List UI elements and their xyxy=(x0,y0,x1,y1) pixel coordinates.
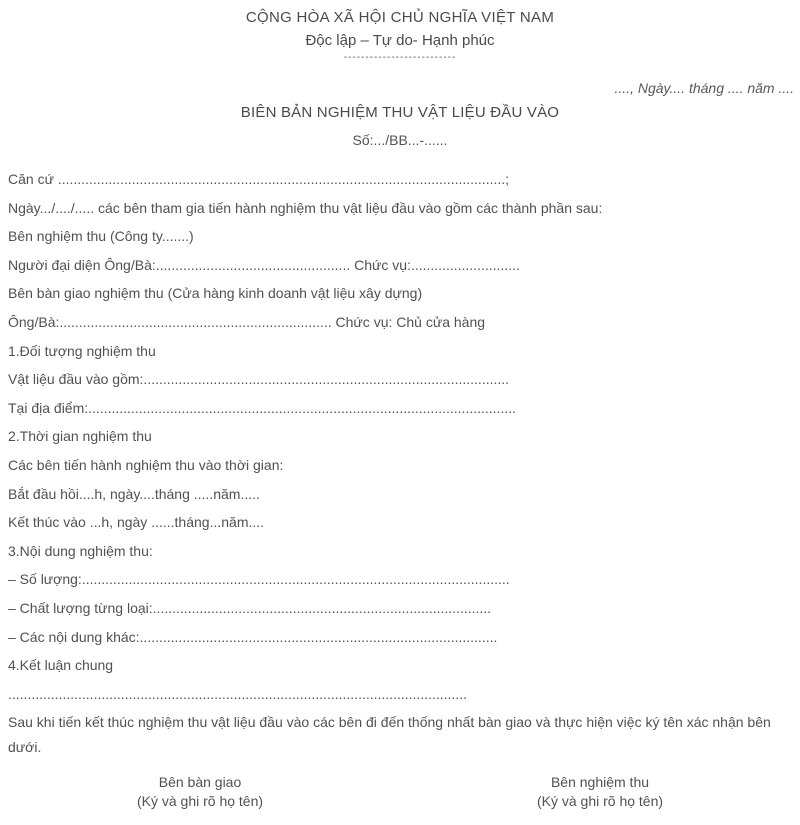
signature-row xyxy=(0,773,800,811)
body-line-can-cu: Căn cứ ...................................................................................................................; xyxy=(8,171,510,187)
signature-note-ban-giao: (Ký và ghi rõ họ tên) xyxy=(136,793,264,810)
national-header-motto: Độc lập – Tự do- Hạnh phúc xyxy=(305,32,495,49)
signature-title-nghiem-thu: Bên nghiệm thu xyxy=(550,774,650,791)
body-line-ket-thuc: Kết thúc vào ...h, ngày ......tháng...năm.... xyxy=(8,514,265,531)
document-number: Số:.../BB...-...... xyxy=(352,132,448,148)
document-body xyxy=(0,165,800,708)
body-line-ngay-intro: Ngày.../..../..... các bên tham gia tiến hành nghiệm thu vật liệu đầu vào gồm các thành phần sau: xyxy=(8,199,603,216)
body-line-ben-nghiem-thu: Bên nghiệm thu (Công ty.......) xyxy=(8,228,194,245)
signature-title-ban-giao: Bên bàn giao xyxy=(158,774,242,791)
national-header-country: CỘNG HÒA XÃ HỘI CHỦ NGHĨA VIỆT NAM xyxy=(245,9,555,26)
section-4-heading: 4.Kết luận chung xyxy=(8,657,114,674)
body-line-chat-luong: – Chất lượng từng loại:....................................................................................... xyxy=(8,599,492,616)
body-line-noi-dung-khac: – Các nội dung khác:............................................................................................ xyxy=(8,628,498,645)
date-line: ...., Ngày.... tháng .... năm .... xyxy=(614,80,794,96)
section-2-heading: 2.Thời gian nghiệm thu xyxy=(8,428,152,445)
body-line-thoi-gian-intro: Các bên tiến hành nghiệm thu vào thời gian: xyxy=(8,456,284,473)
section-1-heading: 1.Đối tượng nghiệm thu xyxy=(8,342,156,359)
header-divider: -------------------------- xyxy=(343,52,457,63)
document-title: BIÊN BẢN NGHIỆM THU VẬT LIỆU ĐẦU VÀO xyxy=(240,104,560,121)
body-line-nguoi-dai-dien: Người đại diện Ông/Bà:.................................................. Chức vụ:............................ xyxy=(8,256,520,273)
body-line-vat-lieu: Vật liệu đầu vào gồm:.............................................................................................. xyxy=(8,371,510,388)
body-line-ben-ban-giao: Bên bàn giao nghiệm thu (Cửa hàng kinh doanh vật liệu xây dựng) xyxy=(8,285,423,302)
section-3-heading: 3.Nội dung nghiệm thu: xyxy=(8,542,153,559)
body-line-bat-dau: Bắt đầu hồi....h, ngày....tháng .....năm..... xyxy=(8,485,260,502)
body-line-so-luong: – Số lượng:.............................................................................................................. xyxy=(8,571,510,588)
body-line-dotted-filler: ...................................................................................................................... xyxy=(8,685,467,702)
signature-note-nghiem-thu: (Ký và ghi rõ họ tên) xyxy=(536,793,664,810)
body-line-dia-diem: Tại địa điểm:.............................................................................................................. xyxy=(8,399,517,416)
body-line-ong-ba: Ông/Bà:...................................................................... Chức vụ: Chủ cửa hàng xyxy=(8,313,486,330)
signature-block-nghiem-thu xyxy=(400,773,800,811)
signature-block-ban-giao xyxy=(0,773,400,811)
national-header xyxy=(0,9,800,63)
closing-paragraph: Sau khi tiến kết thúc nghiệm thu vật liệu đầu vào các bên đi đến thống nhất bàn giao và thực hiện việc ký tên xác nhận bên dưới. xyxy=(8,714,771,756)
